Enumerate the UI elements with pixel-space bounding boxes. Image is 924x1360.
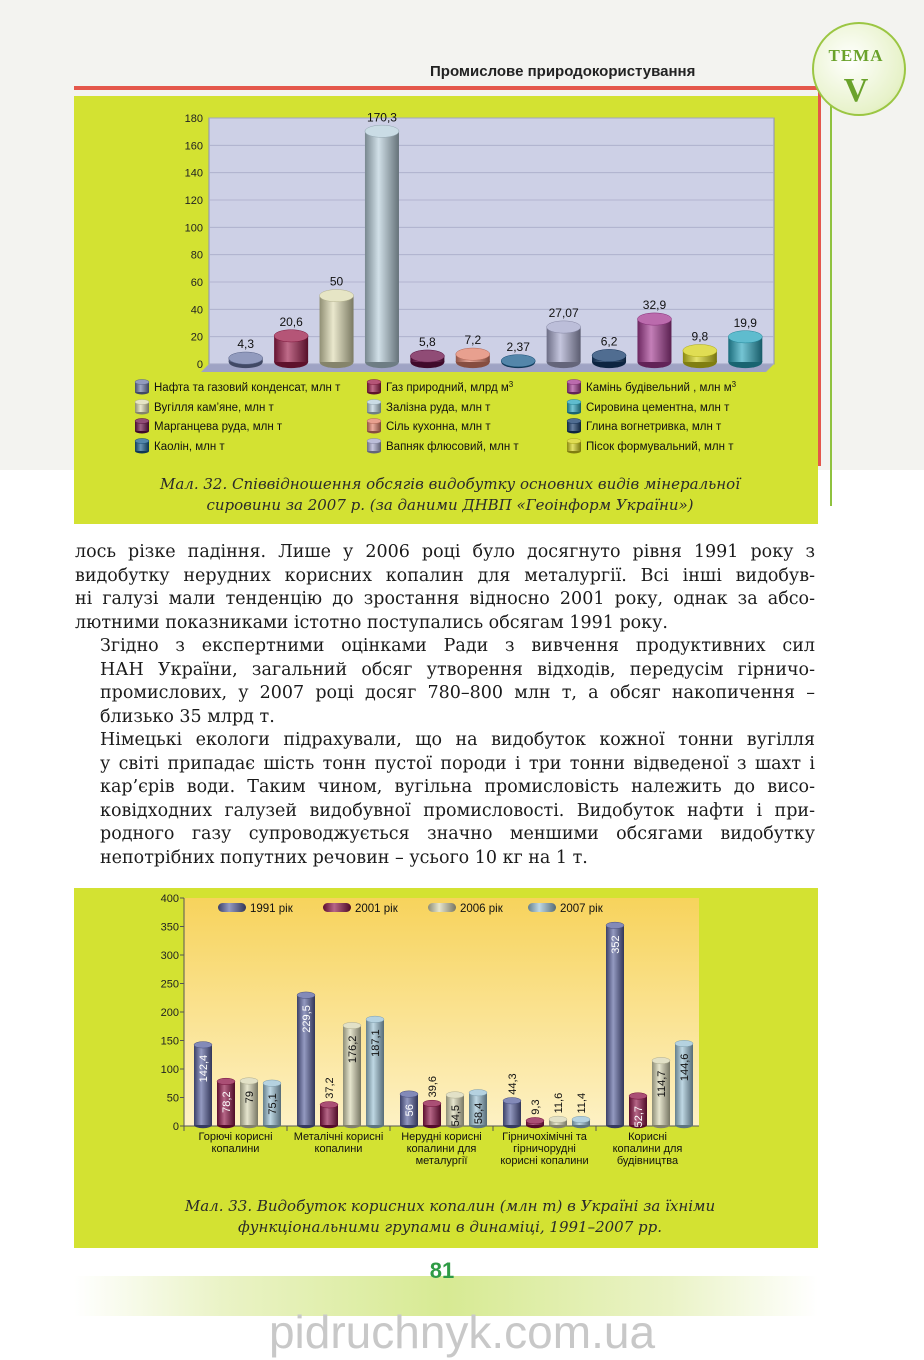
bar (410, 350, 444, 368)
legend-label: 1991 рік (250, 903, 293, 915)
x-category-label: Корисні (628, 1131, 667, 1143)
legend-swatch (367, 399, 381, 414)
text-line: Німецькі екологи підрахували, що на видобуток кожної тонни вугілля (100, 730, 815, 750)
y-tick-label: 20 (190, 331, 203, 344)
x-category-label: Нерудні корисні (401, 1131, 482, 1143)
legend-swatch-top (567, 399, 581, 404)
legend-label: 2007 рік (560, 903, 603, 915)
bar-top (423, 1100, 441, 1106)
bar-top (637, 313, 671, 325)
bar-top (229, 352, 263, 364)
text-line: промислових, у 2007 році досяг 780–800 млн т, а обсяг накопичення – (100, 683, 815, 703)
figure-33-caption (100, 1196, 800, 1238)
figure-33-chart (74, 888, 818, 1188)
y-tick-label: 200 (160, 1007, 179, 1019)
data-label: 170,3 (366, 110, 397, 125)
x-category-label: гірничорудні (513, 1143, 576, 1155)
x-category-label: Горючі корисні (198, 1131, 273, 1143)
bar (526, 1117, 544, 1128)
page-number: 81 (429, 1258, 455, 1283)
legend-label: Нафта та газовий конденсат, млн т (154, 382, 341, 394)
bar (194, 1042, 212, 1129)
bar-top (343, 1022, 361, 1028)
legend-swatch-top (567, 379, 581, 384)
bar-top (365, 125, 399, 137)
bar-top (549, 1116, 567, 1122)
data-label: 37,2 (324, 1077, 336, 1099)
data-label: 39,6 (427, 1076, 439, 1098)
data-label: 52,7 (633, 1105, 645, 1128)
y-tick-label: 80 (190, 249, 203, 262)
data-label: 20,6 (279, 314, 303, 329)
bar-top (446, 1092, 464, 1098)
data-label: 9,8 (691, 329, 709, 344)
bar-body (320, 296, 354, 362)
bar-top (501, 355, 535, 367)
figure-32-caption (100, 474, 800, 516)
bar-top (652, 1057, 670, 1063)
y-tick-label: 150 (160, 1035, 179, 1048)
bar-top (297, 992, 315, 998)
legend-swatch-top (135, 438, 149, 443)
bar (320, 1102, 338, 1129)
bar-body (503, 1101, 521, 1125)
legend-swatch-top (567, 418, 581, 423)
bar (456, 348, 490, 368)
theme-badge-number: V (843, 72, 869, 109)
text-line: ковідходних галузей видобувної промисловості. Видобуток нафти і при- (100, 800, 815, 821)
bar-top (675, 1040, 693, 1046)
data-label: 176,2 (347, 1035, 359, 1064)
x-category-label: Металічні корисні (293, 1131, 384, 1143)
x-category-label: металургії (415, 1155, 468, 1167)
text-line: лютними показниками істотно поступались обсягам 1991 року. (75, 612, 668, 633)
bar-body (606, 925, 624, 1125)
y-tick-label: 300 (160, 950, 179, 962)
data-label: 44,3 (507, 1073, 519, 1095)
legend-swatch-top (135, 418, 149, 423)
data-label: 114,7 (656, 1070, 668, 1098)
legend-label: Каолін, млн т (154, 441, 225, 453)
legend-label: Вапняк флюсовий, млн т (386, 441, 519, 453)
data-label: 6,2 (600, 334, 618, 349)
text-line: у світі припадає шість тонн пустої породи і три тонни відведеної з шахт і (100, 753, 815, 774)
bar (728, 331, 762, 368)
legend-swatch (567, 438, 581, 453)
data-label: 79 (244, 1090, 256, 1104)
data-label: 11,4 (576, 1092, 588, 1114)
figure-32-caption-line1: Мал. 32. Співвідношення обсягів видобутку основних видів мінеральної (160, 475, 740, 493)
legend-swatch-top (135, 379, 149, 384)
theme-badge-label: ТЕМА (828, 46, 884, 65)
bar (320, 290, 354, 369)
y-tick-label: 40 (190, 304, 203, 317)
running-header: Промислове природокористування (430, 63, 696, 80)
data-label: 2,37 (506, 339, 530, 354)
bar-top (320, 1102, 338, 1108)
legend-swatch (218, 903, 246, 912)
legend-label: Камінь будівельний , млн $м^3$ (586, 379, 737, 394)
y-tick-label: 250 (160, 978, 179, 991)
data-label: 78,2 (221, 1091, 233, 1113)
figure-33-caption-line2: функціональними групами в динаміці, 1991–2007 рр. (238, 1218, 662, 1236)
bar (501, 355, 535, 368)
text-line: НАН України, загальний обсяг утворення відходів, передусім гірничо- (100, 659, 815, 680)
header-rule (74, 86, 818, 90)
bar (274, 330, 308, 368)
x-category-label: копалини (211, 1143, 260, 1155)
x-category-label: корисні копалини (500, 1155, 589, 1167)
data-label: 352 (610, 935, 622, 954)
legend-swatch (323, 903, 351, 912)
bar (229, 352, 263, 368)
legend-swatch-top (367, 438, 381, 443)
bar-top (400, 1091, 418, 1097)
legend-swatch (135, 379, 149, 394)
bar-top (503, 1098, 521, 1104)
data-label: 5,8 (419, 335, 436, 350)
text-line: видобутку нерудних корисних копалин для металургії. Всі інші видобув- (75, 565, 815, 586)
figure-32-caption-line2: сировини за 2007 р. (за даними ДНВП «Геоінформ України») (206, 496, 694, 514)
x-category-label: копалини для (406, 1143, 477, 1155)
bar-top (592, 349, 626, 361)
paragraph-1 (75, 541, 815, 635)
bar-top (194, 1042, 212, 1048)
text-line: Згідно з експертними оцінками Ради з вивчення продуктивних сил (100, 636, 815, 656)
legend-swatch (567, 379, 581, 394)
y-tick-label: 100 (184, 222, 203, 235)
bar-top (240, 1078, 258, 1084)
data-label: 7,2 (464, 333, 482, 348)
legend-swatch (135, 418, 149, 433)
bar-top (366, 1016, 384, 1022)
legend-swatch (367, 379, 381, 394)
y-tick-label: 350 (160, 921, 179, 934)
watermark: pidruchnyk.com.ua (268, 1306, 656, 1358)
legend-label: Газ природний, млрд $м^3$ (386, 379, 514, 394)
y-tick-label: 140 (184, 167, 203, 180)
x-category-label: будівництва (616, 1155, 679, 1167)
legend-swatch (135, 399, 149, 414)
bar-top (410, 350, 444, 362)
bar (503, 1098, 521, 1129)
legend-swatch (367, 438, 381, 453)
x-category-label: Гірничохімічні та (502, 1131, 587, 1143)
bar (637, 313, 671, 368)
x-category-label: копалини для (612, 1143, 683, 1155)
data-label: 19,9 (733, 315, 757, 330)
text-line: лось різке падіння. Лише у 2006 році було досягнуто рівня 1991 року з (75, 542, 815, 562)
bar (675, 1040, 693, 1128)
legend-swatch (567, 418, 581, 433)
bar (683, 344, 717, 368)
legend-label: Пісок формувальний, млн т (586, 441, 734, 453)
y-tick-label: 0 (196, 359, 203, 371)
bar-top (629, 1093, 647, 1099)
bar-top (683, 344, 717, 356)
figure-33-caption-line1: Мал. 33. Видобуток корисних копалин (млн т) в Україні за їхніми (184, 1197, 716, 1215)
text-line: непотрібних попутних речовин – усього 10 кг на 1 т. (100, 847, 588, 868)
legend-label: Сировина цементна, млн т (586, 402, 730, 414)
legend-swatch (428, 903, 456, 912)
legend-label: Сіль кухонна, млн т (386, 421, 491, 433)
data-label: 11,6 (553, 1092, 565, 1114)
data-label: 54,5 (450, 1104, 462, 1127)
data-label: 32,9 (642, 298, 667, 313)
data-label: 27,07 (548, 306, 579, 321)
legend-swatch (367, 418, 381, 433)
data-label: 4,3 (237, 337, 255, 352)
paragraph-2 (75, 635, 815, 729)
margin-rule-green (830, 86, 832, 506)
x-category-label: копалини (314, 1143, 363, 1155)
y-tick-label: 0 (172, 1121, 179, 1133)
bar-top (456, 348, 490, 360)
legend-swatch-top (135, 399, 149, 404)
bar-top (320, 290, 354, 302)
bar (592, 349, 626, 368)
legend-label: 2001 рік (355, 903, 398, 915)
legend-swatch-top (367, 399, 381, 404)
bar (547, 321, 581, 368)
bar-top (217, 1078, 235, 1084)
bar-top (606, 922, 624, 928)
bar-top (728, 331, 762, 343)
y-tick-label: 160 (184, 140, 203, 153)
data-label: 142,4 (198, 1054, 210, 1083)
bar-top (274, 330, 308, 342)
text-line: родного газу супроводжується значно меншими обсягами видобутку (100, 824, 815, 844)
paragraph-3 (75, 729, 815, 870)
legend-swatch (528, 903, 556, 912)
data-label: 144,6 (679, 1053, 691, 1082)
y-tick-label: 100 (160, 1064, 179, 1076)
y-tick-label: 60 (190, 277, 203, 289)
figure-32-chart (74, 96, 818, 466)
legend-swatch-top (367, 418, 381, 423)
y-tick-label: 50 (166, 1092, 179, 1105)
legend-swatch (567, 399, 581, 414)
bar-top (469, 1089, 487, 1095)
y-tick-label: 180 (184, 113, 203, 125)
data-label: 56 (404, 1104, 416, 1117)
bar (549, 1116, 567, 1128)
bar (423, 1100, 441, 1128)
bar-body (637, 319, 671, 362)
data-label: 58,4 (473, 1102, 485, 1125)
body-text (75, 541, 815, 870)
data-label: 187,1 (370, 1029, 382, 1057)
legend-label: 2006 рік (460, 903, 503, 915)
y-tick-label: 400 (160, 893, 179, 905)
data-label: 9,3 (530, 1099, 542, 1115)
legend-label: Вугілля кам’яне, млн т (154, 402, 274, 414)
legend-swatch (135, 438, 149, 453)
legend-label: Залізна руда, млн т (386, 402, 491, 414)
y-tick-label: 120 (184, 195, 203, 207)
bar-top (547, 321, 581, 333)
legend-label: Марганцева руда, млн т (154, 421, 283, 433)
data-label: 229,5 (301, 1005, 313, 1033)
text-line: близько 35 млрд т. (100, 706, 275, 727)
legend-label: Глина вогнетривка, млн т (586, 421, 722, 433)
bar (365, 125, 399, 368)
data-label: 75,1 (267, 1093, 279, 1115)
bar-top (526, 1117, 544, 1123)
bar-top (572, 1116, 590, 1122)
legend-swatch-top (567, 438, 581, 443)
bar (572, 1116, 590, 1128)
legend-swatch-top (367, 379, 381, 384)
margin-rule (818, 86, 821, 466)
bar-body (365, 131, 399, 362)
data-label: 50 (329, 274, 344, 289)
text-line: ні галузі мали тенденцію до зростання відносно 2001 року, однак за абсо- (75, 589, 815, 609)
text-line: кар’єрів води. Таким чином, вугільна промисловість належить до висо- (100, 777, 815, 797)
bar-top (263, 1080, 281, 1086)
